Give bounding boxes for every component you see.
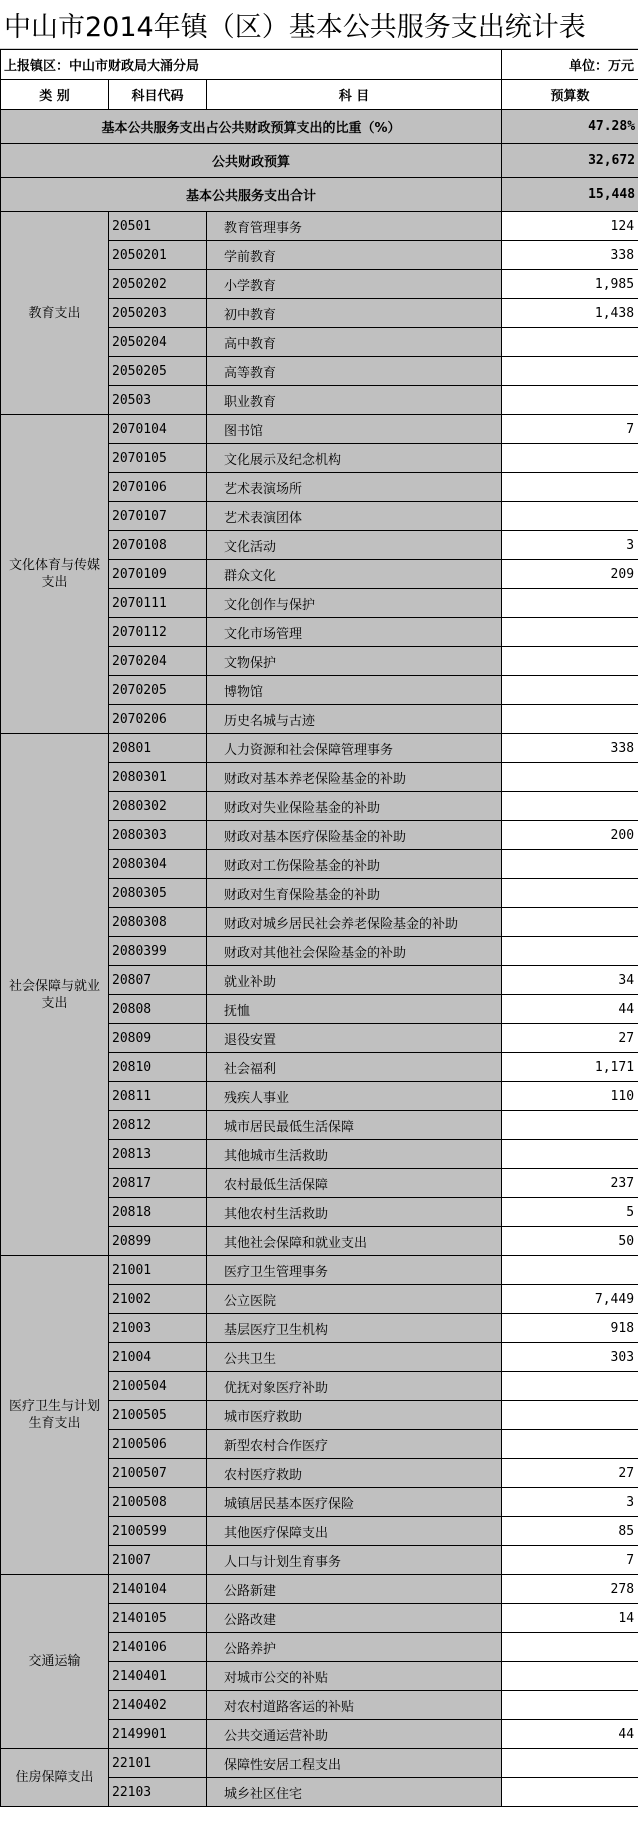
summary-value: 15,448	[502, 178, 638, 212]
statistics-table	[0, 49, 638, 1807]
amount-cell	[502, 589, 638, 618]
code-cell: 2080302	[109, 792, 207, 821]
code-cell: 2050203	[109, 299, 207, 328]
amount-cell	[502, 676, 638, 705]
subject-cell: 城市居民最低生活保障	[207, 1111, 502, 1140]
summary-label: 基本公共服务支出占公共财政预算支出的比重（%）	[1, 110, 502, 144]
amount-cell	[502, 763, 638, 792]
amount-cell	[502, 502, 638, 531]
subject-cell: 公共卫生	[207, 1343, 502, 1372]
code-cell: 21004	[109, 1343, 207, 1372]
amount-cell	[502, 647, 638, 676]
code-cell: 2050204	[109, 328, 207, 357]
subject-cell: 小学教育	[207, 270, 502, 299]
amount-cell: 85	[502, 1517, 638, 1546]
code-cell: 2100504	[109, 1372, 207, 1401]
amount-cell	[502, 1778, 638, 1807]
subject-cell: 高中教育	[207, 328, 502, 357]
code-cell: 20817	[109, 1169, 207, 1198]
table-row	[1, 1575, 638, 1604]
subject-cell: 公路养护	[207, 1633, 502, 1662]
code-cell: 20807	[109, 966, 207, 995]
code-cell: 2070107	[109, 502, 207, 531]
subject-cell: 社会福利	[207, 1053, 502, 1082]
subject-cell: 历史名城与古迹	[207, 705, 502, 734]
table-row	[1, 1749, 638, 1778]
code-cell: 2070106	[109, 473, 207, 502]
subject-cell: 城市医疗救助	[207, 1401, 502, 1430]
subject-cell: 退役安置	[207, 1024, 502, 1053]
amount-cell	[502, 1662, 638, 1691]
code-cell: 20899	[109, 1227, 207, 1256]
subject-cell: 图书馆	[207, 415, 502, 444]
code-cell: 22103	[109, 1778, 207, 1807]
subject-cell: 公路改建	[207, 1604, 502, 1633]
subject-cell: 学前教育	[207, 241, 502, 270]
district-label: 上报镇区：中山市财政局大涌分局	[1, 50, 502, 80]
subject-cell: 文化创作与保护	[207, 589, 502, 618]
header-subject: 科 目	[207, 80, 502, 110]
amount-cell: 1,985	[502, 270, 638, 299]
code-cell: 20818	[109, 1198, 207, 1227]
category-cell: 教育支出	[1, 212, 109, 415]
code-cell: 2149901	[109, 1720, 207, 1749]
subject-cell: 其他医疗保障支出	[207, 1517, 502, 1546]
summary-value: 32,672	[502, 144, 638, 178]
subject-cell: 财政对失业保险基金的补助	[207, 792, 502, 821]
subject-cell: 人力资源和社会保障管理事务	[207, 734, 502, 763]
code-cell: 21002	[109, 1285, 207, 1314]
code-cell: 2140402	[109, 1691, 207, 1720]
code-cell: 2140401	[109, 1662, 207, 1691]
amount-cell	[502, 1633, 638, 1662]
subject-cell: 文物保护	[207, 647, 502, 676]
amount-cell: 1,438	[502, 299, 638, 328]
code-cell: 20811	[109, 1082, 207, 1111]
code-cell: 2100507	[109, 1459, 207, 1488]
subject-cell: 艺术表演团体	[207, 502, 502, 531]
code-cell: 20809	[109, 1024, 207, 1053]
amount-cell	[502, 473, 638, 502]
subject-cell: 教育管理事务	[207, 212, 502, 241]
amount-cell	[502, 1140, 638, 1169]
code-cell: 2070112	[109, 618, 207, 647]
amount-cell: 237	[502, 1169, 638, 1198]
amount-cell: 918	[502, 1314, 638, 1343]
category-cell: 社会保障与就业支出	[1, 734, 109, 1256]
header-row	[1, 80, 638, 110]
code-cell: 21003	[109, 1314, 207, 1343]
amount-cell: 124	[502, 212, 638, 241]
subject-cell: 财政对工伤保险基金的补助	[207, 850, 502, 879]
amount-cell: 278	[502, 1575, 638, 1604]
code-cell: 2140106	[109, 1633, 207, 1662]
code-cell: 2140104	[109, 1575, 207, 1604]
amount-cell: 303	[502, 1343, 638, 1372]
subject-cell: 文化展示及纪念机构	[207, 444, 502, 473]
code-cell: 20810	[109, 1053, 207, 1082]
subject-cell: 艺术表演场所	[207, 473, 502, 502]
code-cell: 2070205	[109, 676, 207, 705]
subject-cell: 保障性安居工程支出	[207, 1749, 502, 1778]
subject-cell: 高等教育	[207, 357, 502, 386]
code-cell: 20501	[109, 212, 207, 241]
code-cell: 2070105	[109, 444, 207, 473]
table-row	[1, 415, 638, 444]
subject-cell: 新型农村合作医疗	[207, 1430, 502, 1459]
code-cell: 2100508	[109, 1488, 207, 1517]
table-row	[1, 734, 638, 763]
code-cell: 2070204	[109, 647, 207, 676]
meta-row	[1, 50, 638, 80]
code-cell: 2100599	[109, 1517, 207, 1546]
amount-cell: 1,171	[502, 1053, 638, 1082]
amount-cell: 209	[502, 560, 638, 589]
amount-cell: 7	[502, 1546, 638, 1575]
subject-cell: 职业教育	[207, 386, 502, 415]
summary-label: 基本公共服务支出合计	[1, 178, 502, 212]
summary-label: 公共财政预算	[1, 144, 502, 178]
table-row	[1, 1256, 638, 1285]
code-cell: 20503	[109, 386, 207, 415]
code-cell: 21007	[109, 1546, 207, 1575]
amount-cell: 7,449	[502, 1285, 638, 1314]
category-cell: 文化体育与传媒支出	[1, 415, 109, 734]
subject-cell: 财政对生育保险基金的补助	[207, 879, 502, 908]
subject-cell: 其他农村生活救助	[207, 1198, 502, 1227]
amount-cell	[502, 444, 638, 473]
amount-cell	[502, 1749, 638, 1778]
amount-cell: 110	[502, 1082, 638, 1111]
amount-cell	[502, 386, 638, 415]
header-category: 类 别	[1, 80, 109, 110]
code-cell: 2050201	[109, 241, 207, 270]
amount-cell	[502, 357, 638, 386]
code-cell: 2070111	[109, 589, 207, 618]
subject-cell: 对城市公交的补贴	[207, 1662, 502, 1691]
summary-value: 47.28%	[502, 110, 638, 144]
subject-cell: 群众文化	[207, 560, 502, 589]
amount-cell	[502, 1111, 638, 1140]
code-cell: 2080308	[109, 908, 207, 937]
amount-cell	[502, 908, 638, 937]
subject-cell: 优抚对象医疗补助	[207, 1372, 502, 1401]
amount-cell: 14	[502, 1604, 638, 1633]
summary-row-budget	[1, 144, 638, 178]
header-code: 科目代码	[109, 80, 207, 110]
code-cell: 20813	[109, 1140, 207, 1169]
amount-cell	[502, 879, 638, 908]
subject-cell: 城乡社区住宅	[207, 1778, 502, 1807]
code-cell: 2100506	[109, 1430, 207, 1459]
amount-cell: 200	[502, 821, 638, 850]
subject-cell: 对农村道路客运的补贴	[207, 1691, 502, 1720]
summary-row-total	[1, 178, 638, 212]
amount-cell	[502, 1430, 638, 1459]
unit-label: 单位：万元	[502, 50, 638, 80]
subject-cell: 残疾人事业	[207, 1082, 502, 1111]
subject-cell: 博物馆	[207, 676, 502, 705]
page-title: 中山市2014年镇（区）基本公共服务支出统计表	[0, 0, 638, 49]
subject-cell: 财政对城乡居民社会养老保险基金的补助	[207, 908, 502, 937]
code-cell: 2070104	[109, 415, 207, 444]
subject-cell: 就业补助	[207, 966, 502, 995]
amount-cell	[502, 1256, 638, 1285]
code-cell: 2080304	[109, 850, 207, 879]
subject-cell: 人口与计划生育事务	[207, 1546, 502, 1575]
subject-cell: 其他城市生活救助	[207, 1140, 502, 1169]
code-cell: 20808	[109, 995, 207, 1024]
code-cell: 2140105	[109, 1604, 207, 1633]
header-budget: 预算数	[502, 80, 638, 110]
code-cell: 21001	[109, 1256, 207, 1285]
code-cell: 2080399	[109, 937, 207, 966]
category-cell: 医疗卫生与计划生育支出	[1, 1256, 109, 1575]
amount-cell: 44	[502, 995, 638, 1024]
code-cell: 2100505	[109, 1401, 207, 1430]
amount-cell	[502, 1372, 638, 1401]
amount-cell: 5	[502, 1198, 638, 1227]
subject-cell: 公立医院	[207, 1285, 502, 1314]
amount-cell: 27	[502, 1459, 638, 1488]
amount-cell	[502, 1401, 638, 1430]
amount-cell	[502, 792, 638, 821]
amount-cell: 50	[502, 1227, 638, 1256]
subject-cell: 财政对基本养老保险基金的补助	[207, 763, 502, 792]
category-cell: 住房保障支出	[1, 1749, 109, 1807]
table-row	[1, 212, 638, 241]
amount-cell	[502, 1691, 638, 1720]
subject-cell: 财政对其他社会保险基金的补助	[207, 937, 502, 966]
subject-cell: 初中教育	[207, 299, 502, 328]
amount-cell	[502, 705, 638, 734]
subject-cell: 城镇居民基本医疗保险	[207, 1488, 502, 1517]
amount-cell: 44	[502, 1720, 638, 1749]
code-cell: 2070206	[109, 705, 207, 734]
summary-row-ratio	[1, 110, 638, 144]
code-cell: 20801	[109, 734, 207, 763]
subject-cell: 农村最低生活保障	[207, 1169, 502, 1198]
code-cell: 2070109	[109, 560, 207, 589]
subject-cell: 文化活动	[207, 531, 502, 560]
subject-cell: 文化市场管理	[207, 618, 502, 647]
code-cell: 2080303	[109, 821, 207, 850]
subject-cell: 财政对基本医疗保险基金的补助	[207, 821, 502, 850]
code-cell: 22101	[109, 1749, 207, 1778]
amount-cell	[502, 618, 638, 647]
code-cell: 2080301	[109, 763, 207, 792]
code-cell: 2070108	[109, 531, 207, 560]
subject-cell: 农村医疗救助	[207, 1459, 502, 1488]
amount-cell: 34	[502, 966, 638, 995]
amount-cell: 338	[502, 241, 638, 270]
subject-cell: 抚恤	[207, 995, 502, 1024]
amount-cell	[502, 328, 638, 357]
amount-cell	[502, 937, 638, 966]
amount-cell: 3	[502, 531, 638, 560]
subject-cell: 公共交通运营补助	[207, 1720, 502, 1749]
subject-cell: 医疗卫生管理事务	[207, 1256, 502, 1285]
code-cell: 2050205	[109, 357, 207, 386]
amount-cell: 7	[502, 415, 638, 444]
amount-cell: 3	[502, 1488, 638, 1517]
subject-cell: 基层医疗卫生机构	[207, 1314, 502, 1343]
code-cell: 2080305	[109, 879, 207, 908]
amount-cell: 27	[502, 1024, 638, 1053]
amount-cell: 338	[502, 734, 638, 763]
subject-cell: 其他社会保障和就业支出	[207, 1227, 502, 1256]
category-cell: 交通运输	[1, 1575, 109, 1749]
subject-cell: 公路新建	[207, 1575, 502, 1604]
code-cell: 20812	[109, 1111, 207, 1140]
amount-cell	[502, 850, 638, 879]
code-cell: 2050202	[109, 270, 207, 299]
